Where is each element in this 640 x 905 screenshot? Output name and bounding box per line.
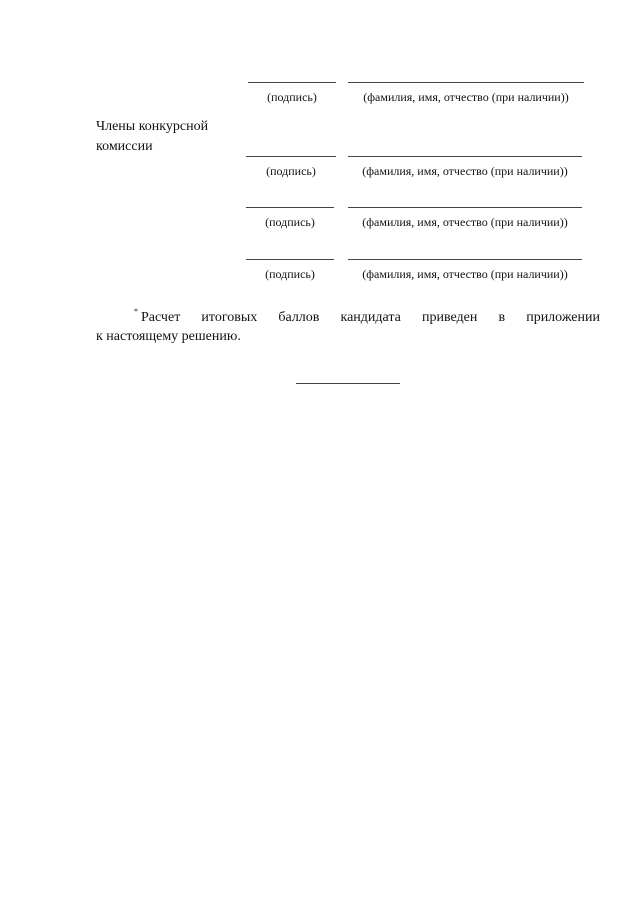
signature-line (246, 207, 334, 208)
signature-caption: (подпись) (266, 164, 316, 178)
signature-caption: (подпись) (265, 267, 315, 281)
signature-caption: (подпись) (267, 90, 317, 104)
commission-members-label: Члены конкурсной комиссии (96, 119, 209, 154)
name-caption: (фамилия, имя, отчество (при наличии)) (363, 90, 569, 104)
name-caption: (фамилия, имя, отчество (при наличии)) (362, 164, 568, 178)
signature-line (248, 82, 336, 83)
footnote-line-2: к настоящему решению. (96, 329, 241, 344)
signature-line (246, 156, 336, 157)
footnote (96, 302, 600, 346)
footnote-text-1: Расчет итоговых баллов кандидата приведен в приложении (141, 310, 600, 325)
name-line (348, 207, 582, 208)
signature-caption: (подпись) (265, 215, 315, 229)
signature-line (246, 259, 334, 260)
name-line (348, 82, 584, 83)
footnote-mark: * (134, 307, 138, 316)
name-caption: (фамилия, имя, отчество (при наличии)) (362, 267, 568, 281)
name-caption: (фамилия, имя, отчество (при наличии)) (362, 215, 568, 229)
name-line (348, 156, 582, 157)
footnote-line-1 (96, 302, 600, 327)
end-separator-line (296, 383, 400, 384)
name-line (348, 259, 582, 260)
